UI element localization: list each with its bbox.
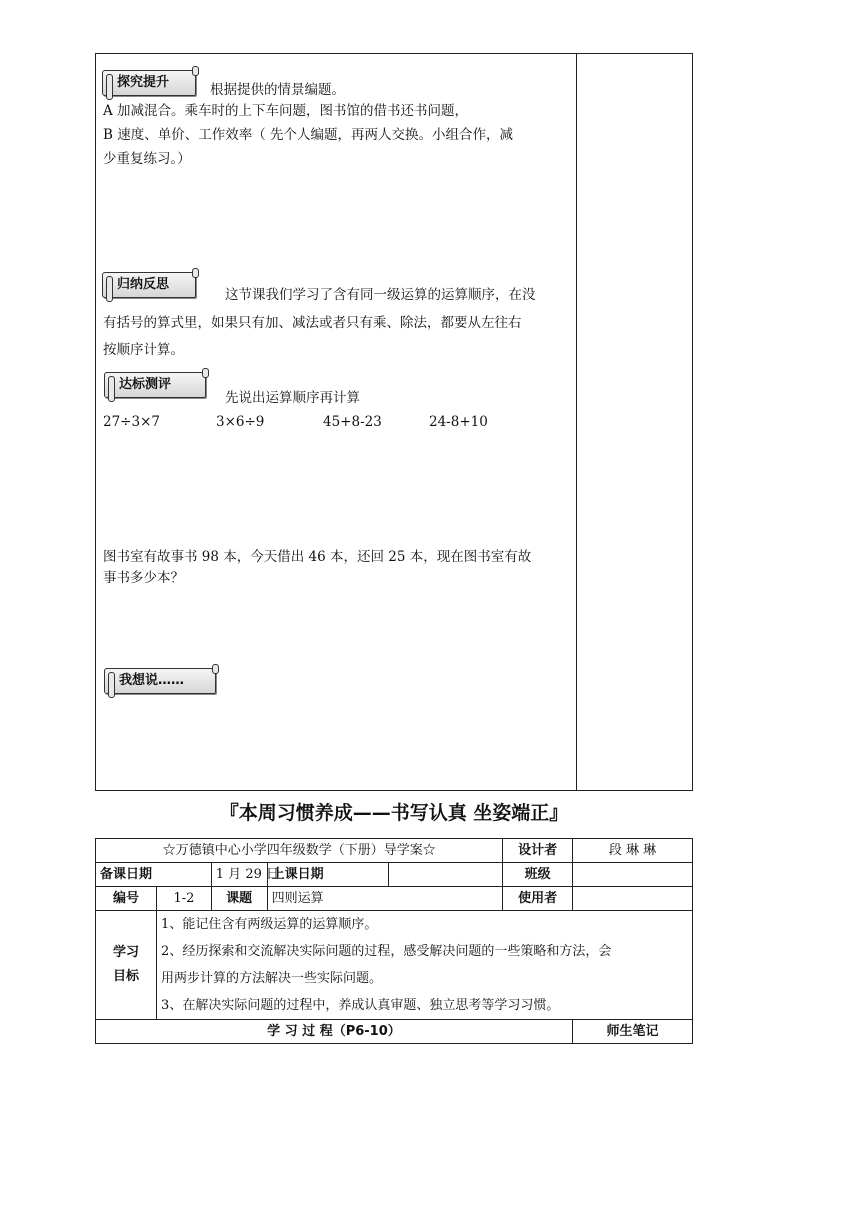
goal-2b: 用两步计算的方法解决一些实际问题。: [161, 971, 383, 986]
assessment-badge-label: 达标测评: [119, 377, 172, 392]
summary-badge-label: 归纳反思: [117, 277, 170, 292]
explore-line-b: B 速度、单价、工作效率（ 先个人编题，再两人交换。小组合作，减: [103, 127, 514, 143]
lesson-info-table: [95, 838, 693, 1044]
info-row-goals: [96, 911, 693, 1020]
expression-1: 27÷3×7: [103, 414, 160, 430]
designer-label: 设计者: [503, 839, 572, 863]
number-value: 1-2: [157, 887, 212, 911]
explore-line-a: A 加减混合。乘车时的上下车问题，图书馆的借书还书问题，: [103, 103, 469, 119]
goal-2a: 2、经历探索和交流解决实际问题的过程，感受解决问题的一些策略和方法，会: [161, 944, 612, 959]
topic-label: 课题: [211, 887, 267, 911]
goals-label-line-1: 学习: [113, 945, 140, 960]
prep-date-value: 1 月 29 日: [211, 863, 267, 887]
info-row-dates: [96, 863, 693, 887]
summary-badge: [102, 272, 196, 298]
expression-4: 24-8+10: [429, 414, 488, 430]
goal-3: 3、在解决实际问题的过程中，养成认真审题、独立思考等学习习惯。: [161, 998, 560, 1013]
goals-label: [96, 911, 157, 1020]
expression-2: 3×6÷9: [216, 414, 265, 430]
notes-heading: 师生笔记: [572, 1020, 692, 1044]
school-title: ☆万德镇中心小学四年级数学（下册）导学案☆: [96, 839, 503, 863]
class-date-label: 上课日期: [267, 863, 388, 887]
explore-line-b2: 少重复练习。）: [103, 151, 191, 167]
explore-intro: 根据提供的情景编题。: [210, 82, 345, 98]
user-value: [572, 887, 692, 911]
class-value: [572, 863, 692, 887]
class-label: 班级: [503, 863, 572, 887]
explore-badge-label: 探究提升: [117, 75, 170, 90]
process-heading: 学 习 过 程（P6-10）: [96, 1020, 573, 1044]
explore-badge: [102, 70, 196, 96]
topic-value: 四则运算: [267, 887, 503, 911]
designer-name: 段 琳 琳: [572, 839, 692, 863]
assessment-intro: 先说出运算顺序再计算: [225, 390, 360, 406]
prep-date-label: 备课日期: [96, 863, 212, 887]
goal-1: 1、能记住含有两级运算的运算顺序。: [161, 917, 378, 932]
info-row-title: [96, 839, 693, 863]
user-label: 使用者: [503, 887, 572, 911]
number-label: 编号: [96, 887, 157, 911]
goals-content: [157, 911, 693, 1020]
notes-column-divider: [576, 53, 577, 791]
summary-line-2: 有括号的算式里，如果只有加、减法或者只有乘、除法，都要从左往右: [103, 315, 522, 331]
info-row-process: [96, 1020, 693, 1044]
info-row-topic: [96, 887, 693, 911]
weekly-habit-banner: 『本周习惯养成——书写认真 坐姿端正』: [219, 802, 569, 824]
summary-line-1: 这节课我们学习了含有同一级运算的运算顺序，在没: [225, 287, 536, 303]
word-problem-line-2: 事书多少本？: [103, 570, 184, 586]
assessment-badge: [104, 372, 206, 398]
word-problem-line-1: 图书室有故事书 98 本，今天借出 46 本，还回 25 本，现在图书室有故: [103, 549, 532, 565]
say-badge-label: 我想说……: [119, 673, 185, 688]
summary-line-3: 按顺序计算。: [103, 342, 184, 358]
class-date-value: [388, 863, 503, 887]
goals-label-line-2: 目标: [113, 969, 140, 984]
expression-3: 45+8-23: [323, 414, 382, 430]
say-badge: [104, 668, 216, 694]
